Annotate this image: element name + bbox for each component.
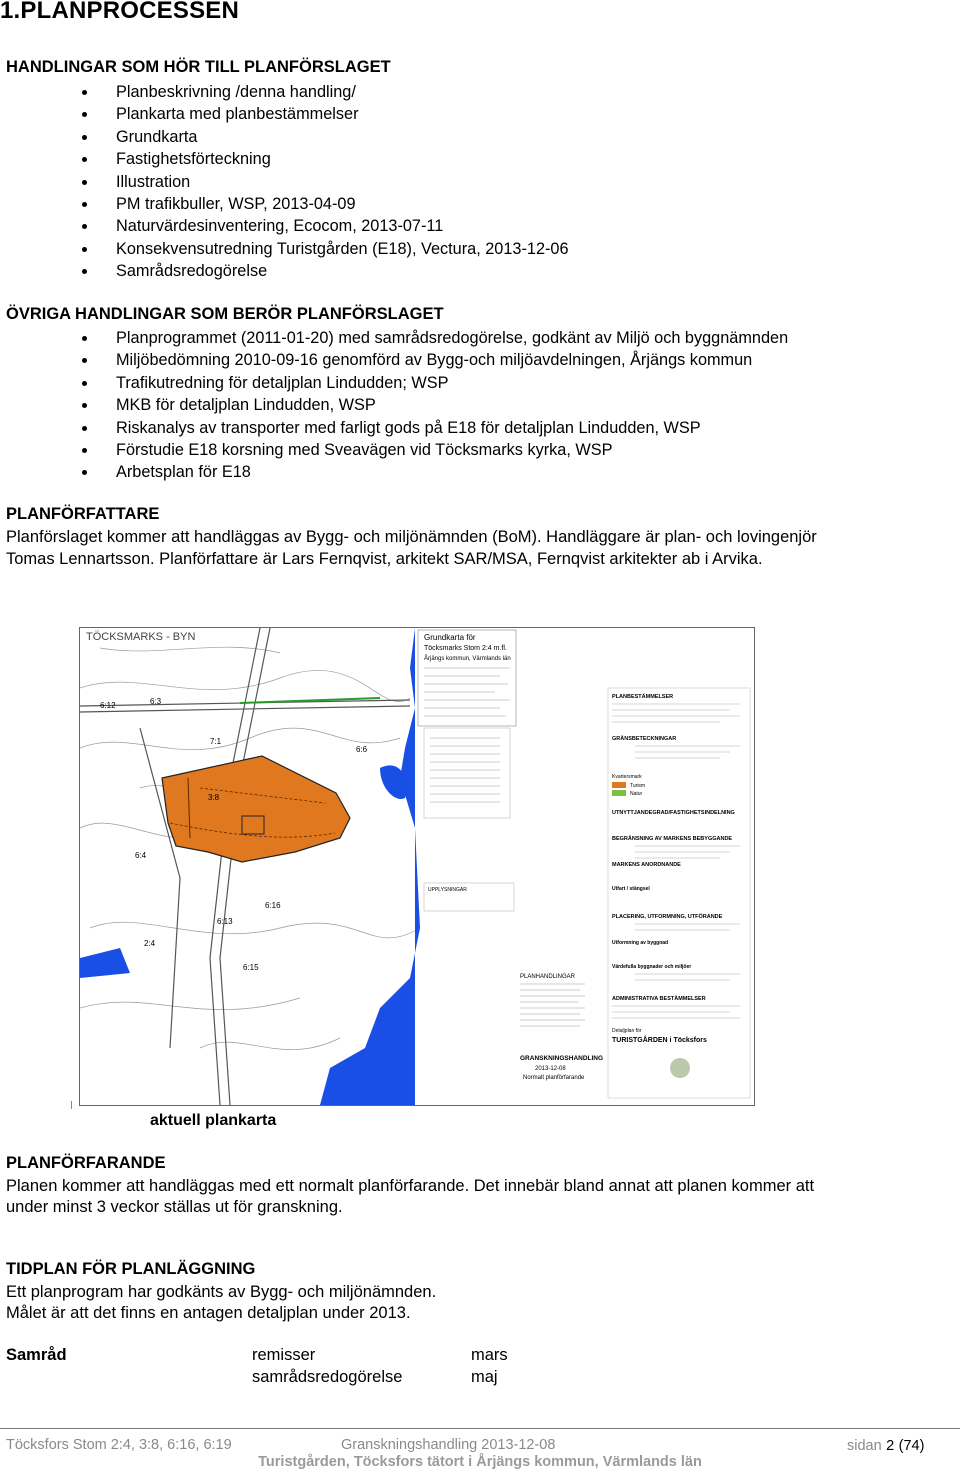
paragraph-line: Ett planprogram har godkänts av Bygg- och miljönämnden.	[6, 1283, 437, 1301]
legend-item: Utformning av byggnad	[612, 940, 669, 946]
legend-item: PLACERING, UTFORMNING, UTFÖRANDE	[612, 914, 723, 920]
footer-page-prefix: sidan	[847, 1438, 882, 1454]
legend-swatch-natur	[612, 790, 626, 796]
lot-label: 6:12	[100, 701, 116, 710]
map-header-title: Grundkarta för	[424, 633, 476, 642]
paragraph-line: Målet är att det finns en antagen detaljplan under 2013.	[6, 1304, 411, 1322]
crop-mark	[71, 1101, 72, 1109]
footer-left: Töcksfors Stom 2:4, 3:8, 6:16, 6:19	[6, 1437, 232, 1453]
legend-item: MARKENS ANORDNANDE	[612, 862, 681, 868]
section-heading-planforfattare: PLANFÖRFATTARE	[6, 505, 160, 523]
list-item: Plankarta med planbestämmelser	[0, 103, 569, 125]
legend-swatch-turism	[612, 782, 626, 788]
bullet-icon	[82, 336, 87, 341]
legend-item: Värdefulla byggnader och miljöer	[612, 964, 692, 970]
list-item: Förstudie E18 korsning med Sveavägen vid Töcksmarks kyrka, WSP	[0, 439, 788, 461]
bullet-icon	[82, 269, 87, 274]
plan-area-shape	[162, 756, 350, 862]
footer-page	[847, 1437, 924, 1455]
legend-item: Natur	[630, 791, 643, 797]
list-item: Trafikutredning för detaljplan Lindudden; WSP	[0, 372, 788, 394]
bullet-icon	[82, 112, 87, 117]
ovriga-list	[0, 327, 788, 484]
lot-label: 2:4	[144, 939, 156, 948]
footer-divider	[0, 1428, 960, 1429]
map-planhandlingar: PLANHANDLINGAR	[520, 974, 576, 980]
paragraph-line: under minst 3 veckor ställas ut för granskning.	[6, 1198, 343, 1216]
legend-item: Kvartersmark	[612, 774, 642, 780]
bullet-icon	[82, 224, 87, 229]
list-item: Fastighetsförteckning	[0, 148, 569, 170]
list-item: PM trafikbuller, WSP, 2013-04-09	[0, 193, 569, 215]
map-header-place: Årjängs kommun, Värmlands län	[424, 656, 511, 662]
bullet-icon	[82, 448, 87, 453]
map-granskning-sub: Normalt planförfarande	[523, 1075, 585, 1081]
list-item: Grundkarta	[0, 126, 569, 148]
section-heading-ovriga: ÖVRIGA HANDLINGAR SOM BERÖR PLANFÖRSLAGET	[6, 305, 444, 323]
section-heading-handlingar: HANDLINGAR SOM HÖR TILL PLANFÖRSLAGET	[6, 58, 391, 76]
footer-page-number: 2	[886, 1438, 895, 1454]
list-item: Planbeskrivning /denna handling/	[0, 81, 569, 103]
section-heading-tidplan: TIDPLAN FÖR PLANLÄGGNING	[6, 1260, 256, 1278]
list-item: Miljöbedömning 2010-09-16 genomförd av Bygg-och miljöavdelningen, Årjängs kommun	[0, 349, 788, 371]
section-heading-planforfarande: PLANFÖRFARANDE	[6, 1154, 166, 1172]
legend-item: BEGRÄNSNING AV MARKENS BEBYGGANDE	[612, 836, 733, 842]
map-place-label: TÖCKSMARKS - BYN	[86, 631, 196, 643]
bullet-icon	[82, 358, 87, 363]
page-title: 1.PLANPROCESSEN	[0, 0, 240, 24]
bullet-icon	[82, 470, 87, 475]
lot-label: 6:6	[356, 745, 368, 754]
paragraph-line: Tomas Lennartsson. Planförfattare är Lars Fernqvist, arkitekt SAR/MSA, Fernqvist arkitekter ab i Arvika.	[6, 550, 763, 568]
lot-label: 3:8	[208, 793, 220, 802]
legend-item: UTNYTTJANDEGRAD/FASTIGHETSINDELNING	[612, 810, 735, 816]
list-item: MKB för detaljplan Lindudden, WSP	[0, 394, 788, 416]
map-caption: aktuell plankarta	[150, 1112, 277, 1129]
lot-label: 6:3	[150, 697, 162, 706]
list-item: Samrådsredogörelse	[0, 260, 569, 282]
stamp-icon	[670, 1058, 690, 1078]
bullet-icon	[82, 247, 87, 252]
paragraph-line: Planen kommer att handläggas med ett normalt planförfarande. Det innebär bland annat att planen kommer att	[6, 1177, 815, 1195]
bullet-icon	[82, 180, 87, 185]
map-header-subtitle: Töcksmarks Stom 2:4 m.fl.	[424, 645, 507, 652]
list-item: Riskanalys av transporter med farligt gods på E18 för detaljplan Lindudden, WSP	[0, 417, 788, 439]
bullet-icon	[82, 157, 87, 162]
footer-center: Granskningshandling 2013-12-08	[341, 1437, 556, 1453]
paragraph-line: Planförslaget kommer att handläggas av Bygg- och miljönämnden (BoM). Handläggare är plan- och lovingenjör	[6, 528, 817, 546]
legend-item: Utfart / stängsel	[612, 886, 650, 892]
legend-item: PLANBESTÄMMELSER	[612, 694, 674, 700]
map-granskning: GRANSKNINGSHANDLING	[520, 1055, 604, 1062]
legend-detaljplan: Detaljplan för	[612, 1028, 642, 1034]
schedule-activity: samrådsredogörelse	[252, 1368, 403, 1386]
list-item: Arbetsplan för E18	[0, 461, 788, 483]
legend-turistgarden: TURISTGÅRDEN i Töcksfors	[612, 1037, 707, 1044]
lot-label: 6:15	[243, 963, 259, 972]
lot-label: 7:1	[210, 737, 222, 746]
schedule-month: mars	[471, 1346, 508, 1364]
bullet-icon	[82, 135, 87, 140]
schedule-label: Samråd	[6, 1346, 67, 1364]
list-item: Naturvärdesinventering, Ecocom, 2013-07-11	[0, 215, 569, 237]
schedule-month: maj	[471, 1368, 498, 1386]
list-item: Konsekvensutredning Turistgården (E18), Vectura, 2013-12-06	[0, 238, 569, 260]
legend-item: GRÄNSBETECKNINGAR	[612, 736, 677, 742]
handlingar-list	[0, 81, 569, 283]
bullet-icon	[82, 403, 87, 408]
footer-subtitle: Turistgården, Töcksfors tätort i Årjängs kommun, Värmlands län	[258, 1454, 702, 1470]
legend-item: Turism	[630, 783, 646, 789]
legend-item: ADMINISTRATIVA BESTÄMMELSER	[612, 996, 706, 1002]
lot-label: 6:4	[135, 851, 147, 860]
lot-label: 6:13	[217, 917, 233, 926]
bullet-icon	[82, 381, 87, 386]
lot-label: 6:16	[265, 901, 281, 910]
bullet-icon	[82, 90, 87, 95]
map-upplysningar: UPPLYSNINGAR	[428, 887, 467, 893]
bullet-icon	[82, 202, 87, 207]
list-item: Planprogrammet (2011-01-20) med samrådsredogörelse, godkänt av Miljö och byggnämnden	[0, 327, 788, 349]
map-granskning-date: 2013-12-08	[535, 1066, 566, 1072]
list-item: Illustration	[0, 171, 569, 193]
footer-page-total: (74)	[898, 1438, 925, 1454]
plan-map	[80, 628, 754, 1105]
bullet-icon	[82, 426, 87, 431]
schedule-activity: remisser	[252, 1346, 316, 1364]
plan-map-figure	[79, 627, 755, 1106]
